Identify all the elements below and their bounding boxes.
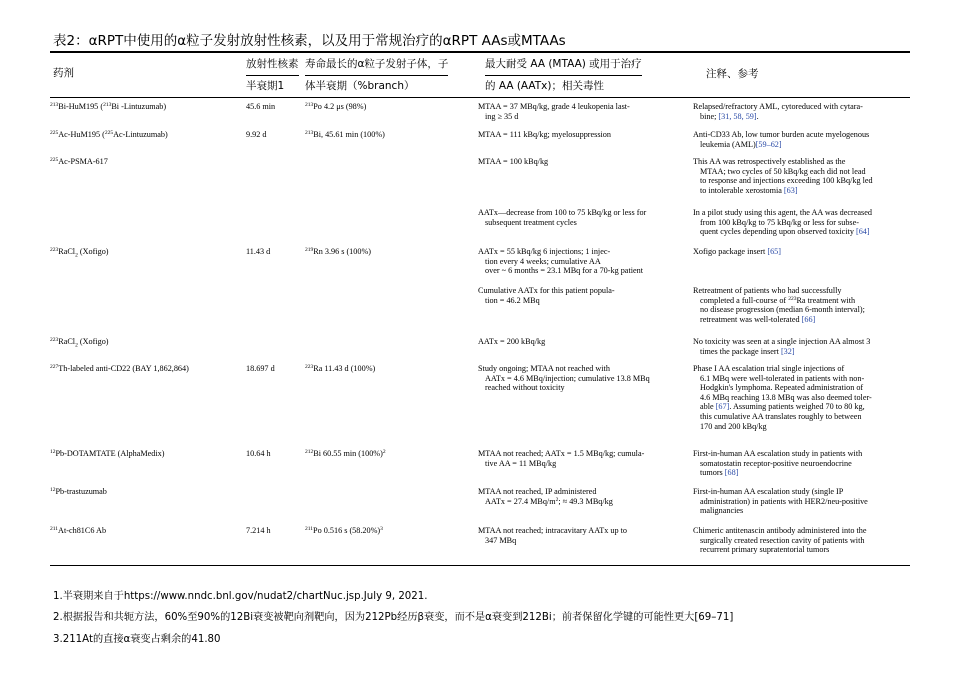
row4-max: AATx—decrease from 100 to 75 kBq/kg or less for subsequent treatment cycles — [478, 208, 647, 227]
row7-notes: No toxicity was seen at a single injection AA almost 3 times the package insert [32] — [693, 337, 871, 356]
row3-notes: This AA was retrospectively established as the MTAA; two cycles of 50 kBq/kg each did not lead to response and injections exceeding 100 kBq/kg led to intolerable xerostomia [63] — [693, 157, 873, 195]
row5-halflife: 11.43 d — [246, 247, 271, 256]
row6-notes: Retreatment of patients who had successfully completed a full-course of $^{223}$Ra treatment with no disease progression (median 6-month interval); retreatment was well-tolerated [66] — [693, 286, 865, 324]
bottom-rule — [50, 565, 910, 566]
header-halflife-line2: 半衰期1 — [246, 80, 285, 92]
header-halflife-line1: 放射性核素 — [246, 54, 299, 76]
row5-max: AATx = 55 kBq/kg 6 injections; 1 injec- tion every 4 weeks; cumulative AA over ~ 6 months = 23.1 MBq for a 70-kg patient — [478, 247, 643, 276]
row5-drug: $^{223}$RaCl$_2$ (Xofigo) — [50, 247, 109, 259]
row8-max: Study ongoing; MTAA not reached with AATx = 4.6 MBq/injection; cumulative 13.8 MBq reached without toxicity — [478, 364, 650, 393]
header-notes: 注释、参考 — [706, 68, 759, 80]
row5-daughter: $^{219}$Rn 3.96 s (100%) — [305, 247, 372, 256]
header-max — [485, 54, 642, 97]
header-halflife — [246, 54, 299, 97]
row11-max: MTAA not reached; intracavitary AATx up to 347 MBq — [478, 526, 627, 545]
header-drug: 药剂 — [53, 67, 74, 79]
row10-notes: First-in-human AA escalation study (single IP administration) in patients with HER2/neu-positive malignancies — [693, 487, 868, 516]
row10-max: MTAA not reached, IP administered AATx = 27.4 MBq/$m^2$; ≈ 49.3 MBq/kg — [478, 487, 613, 506]
row2-daughter: $^{213}$Bi, 45.61 min (100%) — [305, 130, 385, 139]
row1-drug: $^{213}$Bi-HuM195 ($^{213}$Bi -Lintuzumab) — [50, 102, 167, 111]
row11-notes: Chimeric antitenascin antibody administered into the surgically created resection cavity of patients with recurrent primary supratentorial tumors — [693, 526, 867, 555]
header-max-line1: 最大耐受 AA (MTAA) 或用于治疗 — [485, 54, 642, 76]
row11-halflife: 7.214 h — [246, 526, 271, 535]
row3-max: MTAA = 100 kBq/kg — [478, 157, 549, 166]
row11-daughter: $^{211}$Po 0.516 s $(58.20\%)^3$ — [305, 526, 383, 535]
header-daughter-line2: 体半衰期（%branch） — [305, 80, 415, 92]
row4-notes: In a pilot study using this agent, the AA was decreased from 100 kBq/kg to 75 kBq/kg or less for subse- quent cycles depending upon observed toxicity [64] — [693, 208, 872, 237]
row9-daughter: $^{212}$Bi 60.55 $\min (100\%)^2$ — [305, 449, 386, 458]
row2-drug: $^{225}$Ac-HuM195 ($^{225}$Ac-Lintuzumab) — [50, 130, 168, 139]
row8-notes: Phase I AA escalation trial single injections of 6.1 MBq were well-tolerated in patients with non- Hodgkin's lymphoma. Repeated administration of 4.6 MBq reaching 13.8 MBq was also deemed toler- able [67]. Assuming patients weighed 70 to 80 kg, this cumulative AA translates roughly to between 170 and 200 kBq/kg — [693, 364, 872, 431]
row2-max: MTAA = 111 kBq/kg; myelosuppression — [478, 130, 611, 139]
header-rule — [50, 97, 910, 98]
table-title: 表2：αRPT中使用的α粒子发射放射性核素，以及用于常规治疗的αRPT AAs或MTAAs — [53, 33, 566, 49]
row8-halflife: 18.697 d — [246, 364, 275, 373]
row9-drug: $^{12}$Pb-DOTAMTATE (AlphaMedix) — [50, 449, 165, 458]
row8-drug: $^{227}$Th-labeled anti-CD22 (BAY 1,862,864) — [50, 364, 189, 373]
row7-max: AATx = 200 kBq/kg — [478, 337, 546, 346]
row6-max: Cumulative AATx for this patient popula- tion = 46.2 MBq — [478, 286, 615, 305]
row1-daughter: $^{213}$Po 4.2 μs (98%) — [305, 102, 367, 111]
footnote-2: 2.根据报告和共轭方法，60%至90%的12Bi衰变被靶向剂靶向，因为212Pb经历β衰变，而不是α衰变到212Bi；前者保留化学键的可能性更大[69–71] — [53, 612, 734, 623]
row9-max: MTAA not reached; AATx = 1.5 MBq/kg; cumula- tive AA = 11 MBq/kg — [478, 449, 645, 468]
header-max-line2: 的 AA (AATx)；相关毒性 — [485, 80, 604, 92]
footnote-1: 1.半衰期来自于https://www.nndc.bnl.gov/nudat2/chartNuc.jsp.July 9, 2021. — [53, 591, 428, 602]
row10-drug: $^{12}$Pb-trastuzumab — [50, 487, 107, 496]
row9-halflife: 10.64 h — [246, 449, 271, 458]
footnote-3: 3.211At的直接α衰变占剩余的41.80 — [53, 634, 221, 645]
row3-drug: $^{225}$Ac-PSMA-617 — [50, 157, 108, 166]
row1-halflife: 45.6 min — [246, 102, 276, 111]
row2-notes: Anti-CD33 Ab, low tumor burden acute myelogenous leukemia (AML)[59–62] — [693, 130, 870, 149]
row1-notes: Relapsed/refractory AML, cytoreduced with cytara- bine; [31, 58, 59]. — [693, 102, 863, 121]
header-daughter — [305, 54, 448, 97]
row7-drug: $^{223}$RaCl$_2$ (Xofigo) — [50, 337, 109, 349]
top-rule — [50, 51, 910, 53]
row8-daughter: $^{223}$Ra 11.43 d (100%) — [305, 364, 376, 373]
row1-max: MTAA = 37 MBq/kg, grade 4 leukopenia last- ing ≥ 35 d — [478, 102, 630, 121]
row5-notes: Xofigo package insert [65] — [693, 247, 781, 256]
header-daughter-line1: 寿命最长的α粒子发射子体，子 — [305, 54, 448, 76]
row2-halflife: 9.92 d — [246, 130, 267, 139]
row11-drug: $^{211}$At-ch81C6 Ab — [50, 526, 107, 535]
row9-notes: First-in-human AA escalation study in patients with somatostatin receptor-positive neuroendocrine tumors [68] — [693, 449, 863, 478]
